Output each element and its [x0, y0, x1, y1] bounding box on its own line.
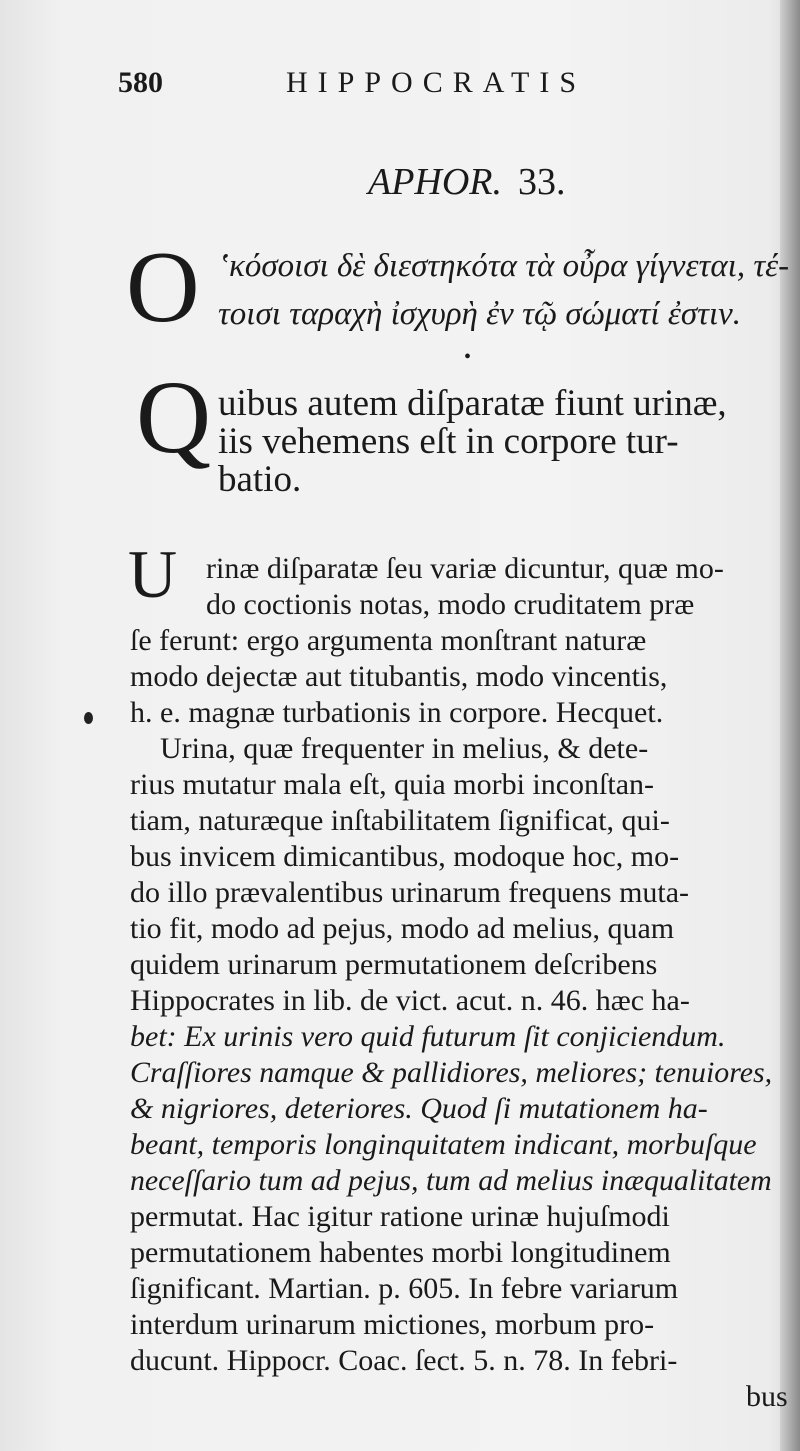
commentary-line: neceſſario tum ad pejus, tum ad melius inæqualitatem — [130, 1164, 772, 1197]
commentary-line: ſe ferunt: ergo argumenta monſtrant naturæ — [130, 624, 647, 657]
page-gutter-shadow — [780, 0, 800, 1451]
running-title: HIPPOCRATIS — [286, 66, 587, 99]
commentary-line: tio fit, modo ad pejus, modo ad melius, quam — [130, 912, 675, 945]
catchword: bus — [746, 1380, 788, 1413]
commentary-line: do illo prævalentibus urinarum frequens muta- — [130, 876, 690, 909]
commentary-line: Hippocrates in lib. de vict. acut. n. 46. hæc ha- — [130, 984, 690, 1017]
commentary-line: beant, temporis longinquitatem indicant, morbuſque — [130, 1128, 757, 1161]
latin-line: batio. — [218, 459, 302, 500]
latin-line: uibus autem diſparatæ fiunt urinæ, — [218, 383, 727, 424]
commentary-line: rius mutatur mala eſt, quia morbi inconſtan- — [130, 768, 655, 801]
latin-line: iis vehemens eſt in corpore tur- — [218, 421, 679, 462]
commentary-line: h. e. magnæ turbationis in corpore. Hecquet. — [130, 696, 664, 729]
ornament-dot: • — [464, 346, 472, 368]
commentary-line: quidem urinarum permutationem deſcribens — [130, 948, 658, 981]
commentary-line: modo dejectæ aut titubantis, modo vincentis, — [130, 660, 668, 693]
commentary-line: & nigriores, deteriores. Quod ſi mutationem ha- — [130, 1092, 708, 1125]
aphorism-label: APHOR. — [368, 161, 503, 203]
commentary-line: bet: Ex urinis vero quid futurum ſit conjiciendum. — [130, 1020, 726, 1053]
greek-line: τοισι ταραχὴ ἰσχυρὴ ἐν τῷ σώματί ἐστιν. — [218, 296, 742, 332]
commentary-line: Craſſiores namque & pallidiores, meliores; tenuiores, — [130, 1056, 773, 1089]
latin-drop-cap: Q — [136, 360, 212, 475]
aphorism-number: 33. — [518, 161, 566, 203]
commentary-line: Urina, quæ frequenter in melius, & dete- — [160, 732, 649, 765]
commentary-line: tiam, naturæque inſtabilitatem ſignificat, qui- — [130, 804, 670, 837]
commentary-line: permutat. Hac igitur ratione urinæ hujuſmodi — [130, 1200, 670, 1233]
running-head — [118, 62, 758, 102]
commentary-line: interdum urinarum mictiones, morbum pro- — [130, 1308, 655, 1341]
margin-mark — [84, 712, 93, 724]
commentary-line: permutationem habentes morbi longitudinem — [130, 1236, 671, 1269]
commentary-line: do coctionis notas, modo cruditatem præ — [206, 588, 695, 621]
aphorism-heading — [368, 160, 566, 204]
page-number: 580 — [118, 66, 163, 99]
commentary-drop-cap: U — [128, 536, 178, 612]
commentary-line: ducunt. Hippocr. Coac. ſect. 5. n. 78. In febri- — [130, 1344, 678, 1377]
commentary-line: rinæ diſparatæ ſeu variæ dicuntur, quæ mo- — [206, 552, 724, 585]
greek-drop-cap: O — [126, 231, 200, 344]
commentary-line: bus invicem dimicantibus, modoque hoc, mo- — [130, 840, 680, 873]
greek-line: ʽκόσοισι δὲ διεστηκότα τὰ οὖρα γίγνεται, τέ- — [218, 248, 790, 284]
commentary-line: ſignificant. Martian. p. 605. In febre variarum — [130, 1272, 679, 1305]
